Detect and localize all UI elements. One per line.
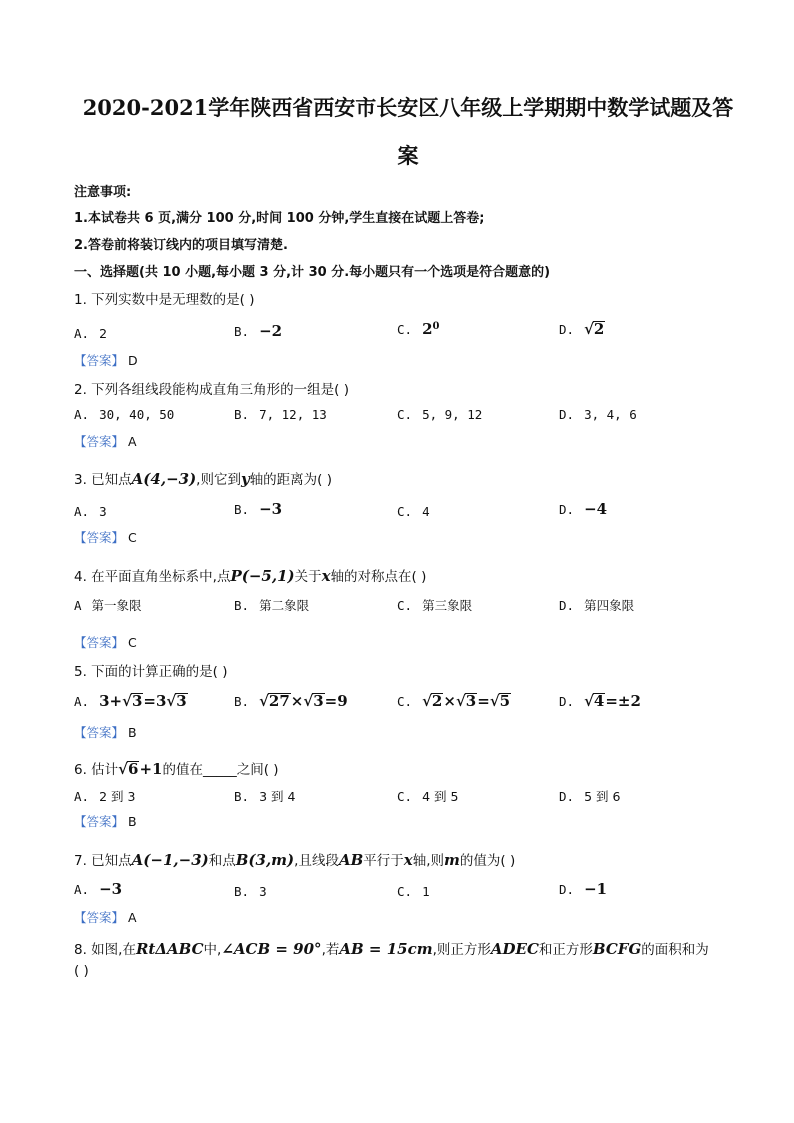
q5-option-c: C. √2×√3=√5 — [397, 692, 511, 710]
q1-option-c: C. $2^0$ — [397, 320, 440, 338]
q2-option-a: A. 30, 40, 50 — [74, 407, 175, 422]
q2-option-c: C. 5, 9, 12 — [397, 407, 483, 422]
q3-option-d: D. −4 — [559, 500, 608, 518]
q6-answer: 【答案】 B — [74, 814, 137, 829]
question-2-stem: 2. 下列各组线段能构成直角三角形的一组是( ) — [74, 382, 349, 398]
q2-option-b: B. 7, 12, 13 — [234, 407, 327, 422]
q3-option-a: A. 3 — [74, 504, 107, 519]
q7-option-b: B. 3 — [234, 884, 267, 899]
q1-option-b: B. −2 — [234, 322, 283, 340]
question-8-stem: 8. 如图,在RtΔABC中,∠ACB = 90°,若AB = 15cm,则正方形ADEC和正方形BCFG的面积和为 — [74, 940, 709, 958]
q6-option-b: B. 3 到 4 — [234, 789, 296, 804]
q7-option-c: C. 1 — [397, 884, 430, 899]
q3-answer: 【答案】 C — [74, 530, 137, 545]
q3-option-c: C. 4 — [397, 504, 430, 519]
q4-option-c: C. 第三象限 — [397, 598, 473, 613]
q4-option-b: B. 第二象限 — [234, 598, 310, 613]
q7-answer: 【答案】 A — [74, 910, 137, 925]
page-title-continued: 案 — [397, 143, 419, 168]
point-a: A(4,−3) — [131, 470, 197, 488]
q4-option-a: A 第一象限 — [74, 598, 142, 613]
q4-answer: 【答案】 C — [74, 635, 137, 650]
q1-option-d: D. √2 — [559, 320, 605, 338]
point-b: B(3,m) — [235, 851, 295, 869]
q5-answer: 【答案】 B — [74, 725, 137, 740]
question-7-stem: 7. 已知点A(−1,−3)和点B(3,m),且线段AB平行于x轴,则m的值为( ) — [74, 851, 516, 869]
q7-option-a: A. −3 — [74, 880, 123, 898]
q6-option-c: C. 4 到 5 — [397, 789, 459, 804]
question-6-stem: 6. 估计√6+1的值在_____之间( ) — [74, 760, 279, 778]
notes-heading: 注意事项: — [74, 185, 132, 200]
page-title: 2020-2021学年陕西省西安市长安区八年级上学期期中数学试题及答 — [82, 95, 734, 120]
notes-item-1: 1.本试卷共 6 页,满分 100 分,时间 100 分钟,学生直接在试题上答卷; — [74, 211, 485, 226]
q3-option-b: B. −3 — [234, 500, 283, 518]
point-p: P(−5,1) — [230, 567, 295, 585]
question-3-stem: 3. 已知点A(4,−3),则它到y轴的距离为( ) — [74, 470, 333, 488]
q2-option-d: D. 3, 4, 6 — [559, 407, 637, 422]
q1-option-a: A. 2 — [74, 326, 108, 341]
question-8-stem-continued: ( ) — [74, 963, 89, 979]
q5-option-d: D. √4=±2 — [559, 692, 641, 710]
q6-option-d: D. 5 到 6 — [559, 789, 621, 804]
q1-answer: 【答案】 D — [74, 353, 138, 368]
q5-option-b: B. √27×√3=9 — [234, 692, 348, 710]
q2-answer: 【答案】 A — [74, 434, 137, 449]
q7-option-d: D. −1 — [559, 880, 608, 898]
section-heading: 一、选择题(共 10 小题,每小题 3 分,计 30 分.每小题只有一个选项是符合题意的) — [74, 265, 551, 280]
q4-option-d: D. 第四象限 — [559, 598, 635, 613]
q6-option-a: A. 2 到 3 — [74, 789, 136, 804]
question-5-stem: 5. 下面的计算正确的是( ) — [74, 664, 228, 680]
point-a: A(−1,−3) — [131, 851, 209, 869]
notes-item-2: 2.答卷前将装订线内的项目填写清楚. — [74, 238, 288, 253]
question-4-stem: 4. 在平面直角坐标系中,点P(−5,1)关于x轴的对称点在( ) — [74, 567, 427, 585]
question-1-stem: 1. 下列实数中是无理数的是( ) — [74, 292, 255, 308]
q5-option-a: A. 3+√3=3√3 — [74, 692, 187, 710]
